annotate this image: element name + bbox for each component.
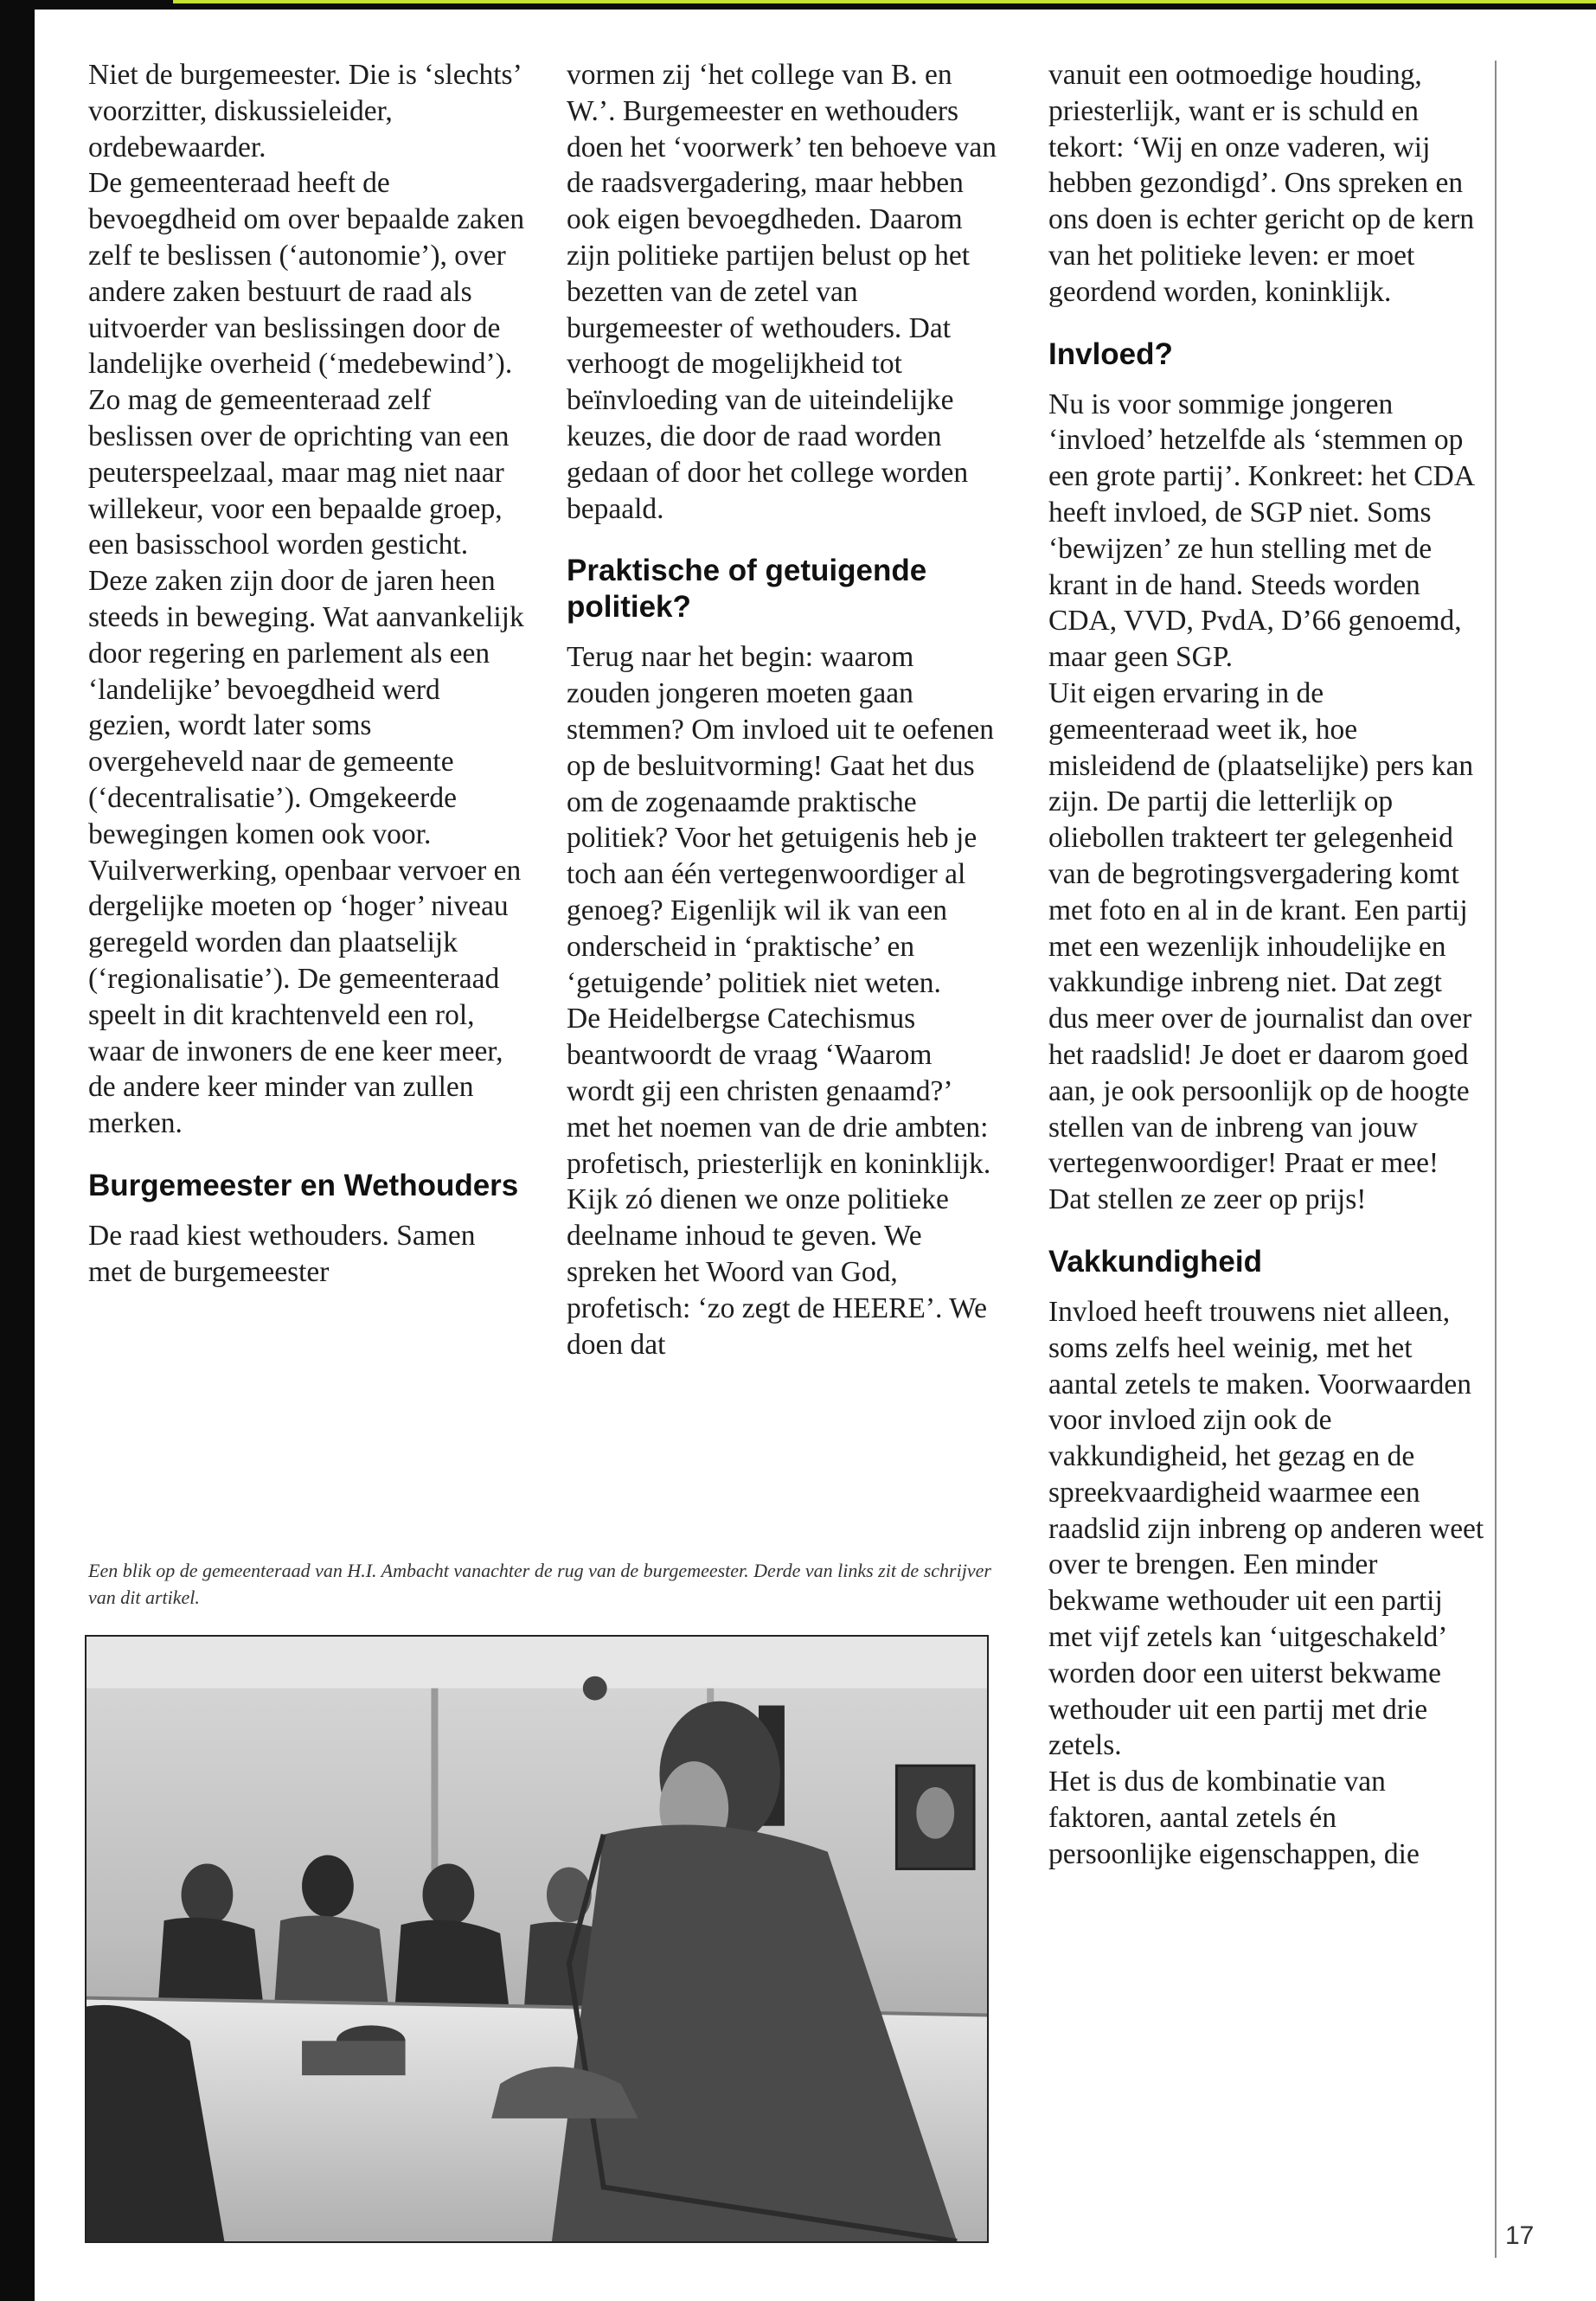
photo-caption: Een blik op de gemeenteraad van H.I. Ambacht vanachter de rug van de burgemeester. Derde van links zit de schrijver van dit artikel. (88, 1560, 991, 1608)
column-rule (1495, 61, 1497, 2258)
paragraph: Uit eigen ervaring in de gemeenteraad weet ik, hoe misleidend de (plaatselijke) pers kan zijn. De partij die letterlijk op oliebollen trakteert ter gelegenheid van de begrotingsvergadering komt met foto en al in de krant. Een partij met een wezenlijk inhoudelijke en vakkundige inbreng niet. Dat zegt dus meer over de journalist dan over het raadslid! Je doet er daarom goed aan, je ook persoonlijk op de hoogte stellen van de inbreng van jouw vertegenwoordiger! Praat er mee! Dat stellen ze zeer op prijs! (1048, 676, 1474, 1216)
scan-edge-left (0, 0, 35, 2301)
paragraph: vormen zij ‘het college van B. en W.’. Burgemeester en wethouders doen het ‘voorwerk’ ten behoeve van de raadsvergadering, maar hebben ook eigen bevoegdheden. Daarom zijn politieke partijen belust op het bezetten van de zetel van burgemeester of wethouders. Dat verhoogt de mogelijkheid tot beïnvloeding van de uiteindelijke keuzes, die door de raad worden gedaan of door het college worden bepaald. (567, 59, 997, 525)
paragraph: Invloed heeft trouwens niet alleen, soms zelfs heel weinig, met het aantal zetels te maken. Voorwaarden voor invloed zijn ook de vakkundigheid, het gezag en de spreekvaardigheid waarmee een raadslid zijn inbreng op anderen weet over te brengen. Een minder bekwame wethouder uit een partij met vijf zetels kan ‘uitgeschakeld’ worden door een uiterst bekwame wethouder uit een partij met drie zetels. (1048, 1295, 1484, 1762)
page-number: 17 (1505, 2221, 1535, 2250)
paragraph: De raad kiest wethouders. Samen met de burgemeester (88, 1219, 476, 1288)
paragraph: vanuit een ootmoedige houding, priesterlijk, want er is schuld en tekort: ‘Wij en onze vaderen, wij hebben gezondigd’. Ons spreken en ons doen is echter gericht op de kern van het politieke leven: er moet geordend worden, koninklijk. (1048, 59, 1475, 308)
paragraph: Terug naar het begin: waarom zouden jongeren moeten gaan stemmen? Om invloed uit te oefenen op de besluitvorming! Gaat het dus om de zogenaamde praktische politiek? Voor het getuigenis heb je toch aan één vertegenwoordiger al genoeg? Eigenlijk wil ik van een onderscheid in ‘praktische’ en ‘getuigende’ politiek niet weten. (567, 641, 994, 999)
text-column-3 (1048, 57, 1485, 1873)
section-heading-burgemeester: Burgemeester en Wethouders (88, 1168, 519, 1202)
section-heading-vakkundigheid: Vakkundigheid (1048, 1244, 1262, 1279)
paragraph: Niet de burgemeester. Die is ‘slechts’ voorzitter, diskussieleider, ordebewaarder. (88, 59, 521, 163)
scan-edge-accent (173, 0, 1596, 3)
paragraph: De gemeenteraad heeft de bevoegdheid om over bepaalde zaken zelf te beslissen (‘autonomie’), over andere zaken bestuurt de raad als uitvoerder van beslissingen door de landelijke overheid (‘medebewind’). Zo mag de gemeenteraad zelf beslissen over de oprichting van een peuterspeelzaal, maar mag niet naar willekeur, voor een bepaalde groep, een basisschool worden gesticht. (88, 167, 525, 561)
photo-illustration (87, 1637, 987, 2241)
text-column-2 (567, 57, 999, 1362)
paragraph: Nu is voor sommige jongeren ‘invloed’ hetzelfde als ‘stemmen op een grote partij’. Konkreet: het CDA heeft invloed, de SGP niet. Soms ‘bewijzen’ ze hun stelling met de krant in de hand. Steeds worden CDA, VVD, PvdA, D’66 genoemd, maar geen SGP. (1048, 388, 1474, 674)
section-heading-praktische: Praktische of getuigende politiek? (567, 554, 927, 625)
section-heading-invloed: Invloed? (1048, 336, 1173, 371)
paragraph: De Heidelbergse Catechismus beantwoordt de vraag ‘Waarom wordt gij een christen genaamd?’ met het noemen van de drie ambten: profetisch, priesterlijk en koninklijk. Kijk zó dienen we onze politieke deelname inhoud te geven. We spreken het Woord van God, profetisch: ‘zo zegt de HEERE’. We doen dat (567, 1003, 991, 1361)
text-column-1 (88, 57, 525, 1291)
council-meeting-photo (85, 1635, 989, 2243)
paragraph: Het is dus de kombinatie van faktoren, aantal zetels én persoonlijke eigenschappen, die (1048, 1766, 1420, 1870)
paragraph: Deze zaken zijn door de jaren heen steeds in beweging. Wat aanvankelijk door regering en parlement als een ‘landelijke’ bevoegdheid werd gezien, wordt later soms overgeheveld naar de gemeente (‘decentralisatie’). Omgekeerde bewegingen komen ook voor. Vuilverwerking, openbaar vervoer en dergelijke moeten op ‘hoger’ niveau geregeld worden dan plaatselijk (‘regionalisatie’). De gemeenteraad speelt in dit krachtenveld een rol, waar de inwoners de ene keer meer, de andere keer minder van zullen merken. (88, 565, 524, 1140)
